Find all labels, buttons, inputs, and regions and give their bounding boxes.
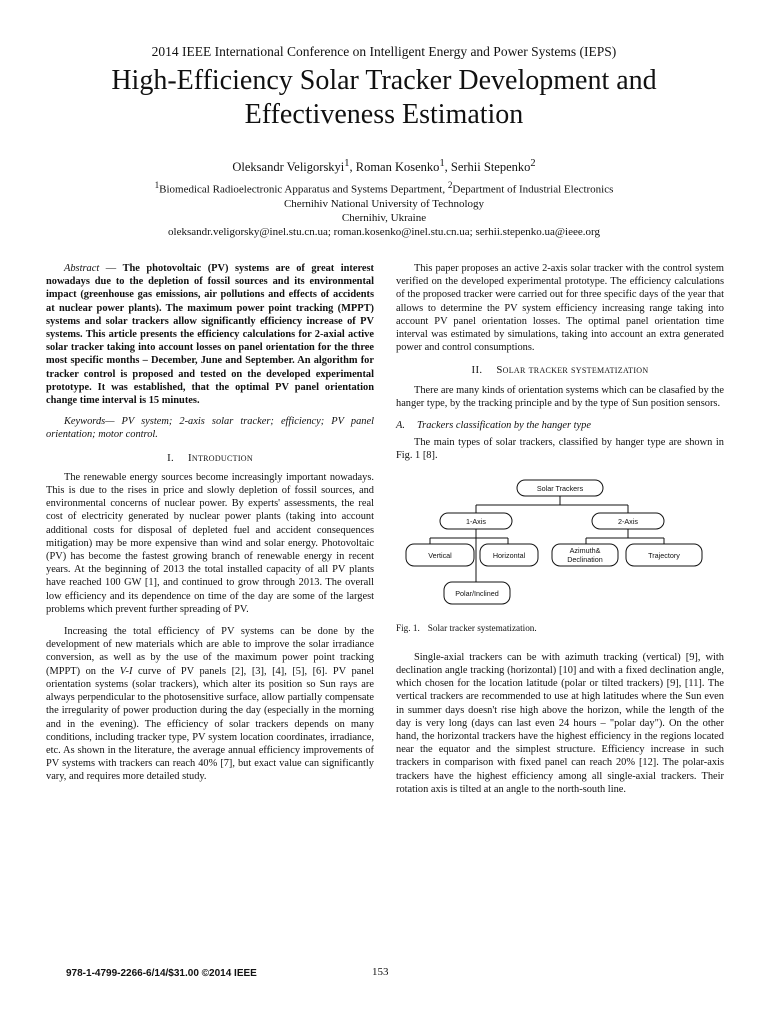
university: Chernihiv National University of Technology: [283, 197, 485, 210]
title-line-1: High-Efficiency Solar Tracker Development and: [111, 65, 657, 96]
keywords: [46, 415, 374, 441]
one-axis-label: 1-Axis: [466, 516, 486, 526]
vertical-label: Vertical: [428, 550, 452, 560]
root-label: Solar Trackers: [536, 483, 584, 493]
paper-title: [40, 64, 728, 132]
intro-paragraph-1: The renewable energy sources become increasingly important nowadays. This is due to the rises in price and slowly depletion of fossil sources, and environmental concerns of nuclear power. By experts' assessments, the real cost of electricity generated by nuclear power plants (taking into account additional costs for disposal of depleted fuel and accident consequences mitigation) may be more expensive than wind and solar energy. Photovoltaic (PV) has become the fastest growing branch of renewable energy in recent years. At the beginning of 2013 the total installed capacity of all PV plants have reached 100 GW [1], and continued to grow through 2013. The overall low efficiency and its dependence on time of the day are some of the largest problems which prevent further spreading of PV.: [46, 471, 374, 615]
section-2-heading: [396, 364, 724, 377]
affil-marker-2: 2: [447, 180, 453, 190]
abstract-label: Abstract: [64, 263, 100, 274]
department-2: Department of Industrial Electronics: [452, 183, 614, 196]
page-number: 153: [372, 966, 389, 978]
intro-p2-text-b: curve of PV panels [2], [3], [4], [5], [6]. PV panel orientation systems (solar trackers), which alter its position so Sun rays are always perpendicular to the photosensitive surface, allow partially compensate the irregularity of power production during the day (especially in the morning and in the evening). The efficiency of solar trackers depends on many conditions, including tracker type, PV system location coordinates, irradiance, etc. As shown in the literature, the average annual efficiency improvements of PV systems with trackers can reach 40% [7], but exact value can significantly vary, and requires more detailed study.: [46, 665, 374, 783]
subsection-a-heading: [396, 419, 724, 432]
abstract-dash: —: [99, 263, 123, 274]
tracker-tree-svg: [396, 472, 724, 618]
title-line-2: Effectiveness Estimation: [244, 99, 524, 130]
figure-1-caption: [396, 622, 724, 635]
two-axis-label: 2-Axis: [618, 516, 638, 526]
author-3: Serhii Stepenko: [450, 160, 531, 175]
polar-label: Polar/Inclined: [455, 588, 499, 598]
footer-isbn: 978-1-4799-2266-6/14/$31.00 ©2014 IEEE: [66, 968, 257, 979]
right-paragraph-2: Single-axial trackers can be with azimuth tracking (vertical) [9], with declination angle tracking (horizontal) [10] and with a fixed declination angle, which chosen for the location latitude (polar or tilted trackers) [9], [11]. The vertical trackers are recommended to use at high latitudes where the Sun even in summer days doesn't rise high above the horizon, while the length of the day is very long (days can last even 24 hours – "polar day"). On the other hand, the horizontal trackers have the highest efficiency in the regions located near the equator and the simplest structure. Efficiency increase in such trackers in comparison with fixed panel can reach 20% [12]. The polar-axis trackers have the highest efficiency among all single-axial trackers. Their rotation axis is tilted at an angle to the north-south line.: [396, 651, 724, 795]
subsection-a-paragraph: The main types of solar trackers, classified by hanger type are shown in Fig. 1 [8].: [396, 437, 724, 462]
affil-marker-1: 1: [154, 180, 160, 190]
figure-1-diagram: [396, 472, 724, 618]
author-separator: ,: [444, 160, 451, 175]
author-separator: ,: [349, 160, 356, 175]
author-2-affil: 1: [439, 158, 445, 169]
intro-p2-text-a: Increasing the total efficiency of PV systems can be done by the development of new materials which are able to improve the solar irradiance conversion, as well as by the use of the maximum power point tracking (MPPT) on the: [46, 626, 374, 677]
author-1: Oleksandr Veligorskyi: [232, 160, 345, 175]
section-1-heading: [46, 452, 374, 465]
trajectory-label: Trajectory: [648, 550, 680, 560]
city: Chernihiv, Ukraine: [341, 211, 427, 224]
department-1: Biomedical Radioelectronic Apparatus and Systems Department,: [159, 183, 448, 196]
horizontal-label: Horizontal: [492, 550, 526, 560]
section-2-paragraph: There are many kinds of orientation systems which can be clasafied by the hanger type, by the tracking principle and by the type of Sun position sensors.: [396, 384, 724, 409]
affiliations: [0, 178, 768, 239]
right-column: [396, 262, 724, 805]
author-list: [0, 158, 768, 175]
left-column: [46, 262, 374, 793]
conference-header: 2014 IEEE International Conference on Intelligent Energy and Power Systems (IEPS): [151, 44, 617, 59]
author-2: Roman Kosenko: [355, 160, 440, 175]
section-title: Introduction: [187, 451, 253, 464]
azimuth-label-1: Azimuth&: [569, 545, 601, 555]
abstract-text: The photovoltaic (PV) systems are of great interest nowadays due to the depletion of fossil sources and its environmental impact (greenhouse gas emissions, air pollutions and effects of accidents at nuclear power plants). The maximum power point tracking (MPPT) systems and solar trackers allow significantly efficiency increase of PV systems. This article presents the efficiency calculations for 2-axial active solar tracker taking into account losses on panel orientation for the three most specific months – December, June and September. An algorithm for tracker control is proposed and tested on the developed experimental prototype. It was established, that the optimal PV panel orientation change time interval is 15 minutes.: [46, 263, 374, 407]
keywords-text: — PV system; 2-axis solar tracker; efficiency; PV panel orientation; motor control.: [46, 416, 374, 441]
keywords-label: Keywords: [64, 416, 106, 428]
iv-curve-term: V-I: [119, 665, 133, 677]
subsection-title: Trackers classification by the hanger type: [416, 420, 591, 432]
departments: [0, 178, 768, 197]
caption-label: Fig. 1.: [396, 622, 420, 633]
subsection-letter: A.: [396, 420, 405, 432]
azimuth-label-2: Declination: [567, 554, 603, 564]
author-3-affil: 2: [530, 158, 536, 169]
section-title: Solar tracker systematization: [496, 364, 649, 377]
abstract: [46, 262, 374, 407]
intro-paragraph-2: [46, 625, 374, 783]
emails: oleksandr.veligorsky@inel.stu.cn.ua; roman.kosenko@inel.stu.cn.ua; serhii.stepenko.ua@ieee.org: [168, 225, 600, 238]
right-intro-paragraph: This paper proposes an active 2-axis solar tracker with the control system verified on the developed experimental prototype. The efficiency calculations of the proposed tracker were carried out for three specific days of the year that allows to determine the PV system efficiency increasing range taking into account PV panel orientation losses. The optimal panel orientation time interval was estimated by simulations, taking into account an extra generated power and control consumptions.: [396, 263, 724, 354]
caption-text: Solar tracker systematization.: [427, 622, 537, 633]
section-number: I.: [167, 451, 174, 464]
section-number: II.: [471, 364, 483, 377]
author-1-affil: 1: [344, 158, 350, 169]
